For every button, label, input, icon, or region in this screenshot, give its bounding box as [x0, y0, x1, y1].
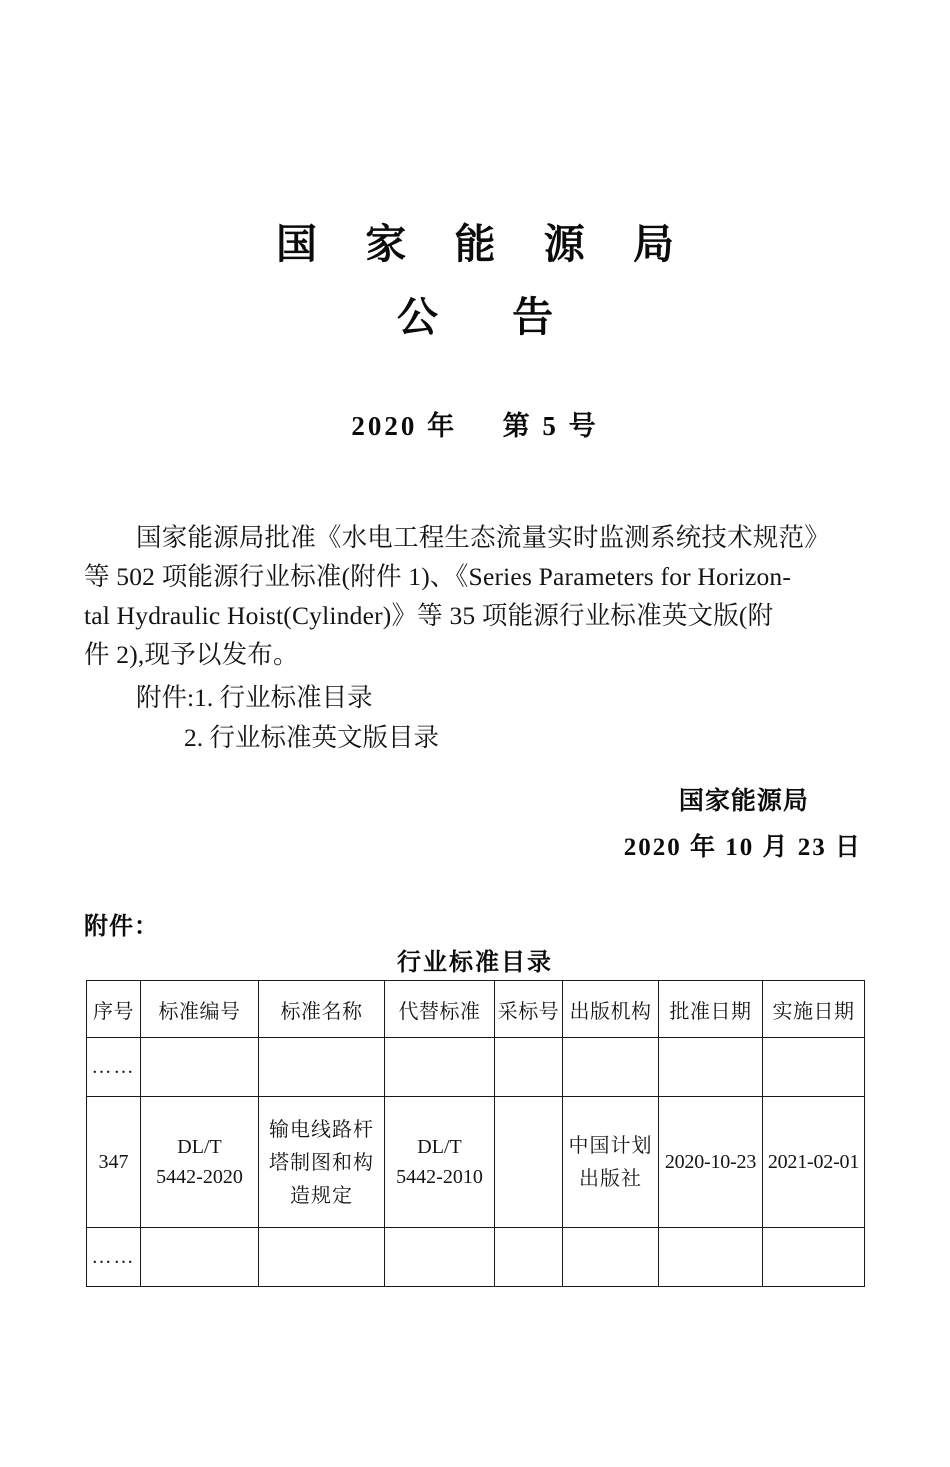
- cell-adopt-number: [495, 1228, 563, 1287]
- cell-implement-date: [763, 1228, 865, 1287]
- cell-adopt-number: [495, 1038, 563, 1097]
- signature-date: 2020 年 10 月 23 日: [623, 834, 862, 861]
- cell-replaced-std: [385, 1097, 495, 1228]
- cell-std-number: [141, 1038, 259, 1097]
- table-row: [87, 1228, 865, 1287]
- column-header-std-number: 标准编号: [141, 981, 259, 1038]
- column-header-seq: 序号: [87, 981, 141, 1038]
- cell-replaced-std: [385, 1228, 495, 1287]
- cell-text-lines: [565, 1129, 656, 1195]
- column-header-adopt-number: 采标号: [495, 981, 563, 1038]
- column-header-implement-date: 实施日期: [763, 981, 865, 1038]
- attachment-list-item: 2. 行业标准英文版目录: [184, 723, 440, 752]
- paragraph-line: 件 2),现予以发布。: [84, 640, 299, 669]
- cell-line: 中国计划: [568, 1133, 653, 1157]
- cell-line: 造规定: [290, 1182, 353, 1207]
- cell-std-name: [259, 1038, 385, 1097]
- cell-line: 塔制图和构: [269, 1149, 374, 1174]
- cell-line: DL/T: [177, 1136, 222, 1158]
- table-title: 行业标准目录: [397, 948, 553, 976]
- cell-publisher: [563, 1097, 659, 1228]
- cell-replaced-std: [385, 1038, 495, 1097]
- cell-approval-date: [659, 1228, 763, 1287]
- attachment-list-item: 附件:1. 行业标准目录: [136, 683, 373, 712]
- cell-line: 5442-2020: [156, 1166, 243, 1188]
- cell-std-name: [259, 1228, 385, 1287]
- cell-implement-date: 2021-02-01: [763, 1097, 865, 1228]
- document-kind-title: 公 告: [396, 293, 584, 342]
- body-block: [84, 518, 868, 758]
- announcement-paragraph: [84, 518, 868, 674]
- cell-approval-date: 2020-10-23: [659, 1097, 763, 1228]
- column-header-replaced-std: 代替标准: [385, 981, 495, 1038]
- cell-std-number: [141, 1097, 259, 1228]
- cell-implement-date: [763, 1038, 865, 1097]
- cell-line: 5442-2010: [396, 1166, 483, 1188]
- masthead: [0, 222, 950, 340]
- column-header-approval-date: 批准日期: [659, 981, 763, 1038]
- paragraph-line: tal Hydraulic Hoist(Cylinder)》等 35 项能源行业标准英文版(附: [84, 601, 774, 630]
- cell-line: DL/T: [417, 1136, 462, 1158]
- table-row: [87, 1097, 865, 1228]
- cell-seq: ……: [87, 1038, 141, 1097]
- cell-seq: ……: [87, 1228, 141, 1287]
- cell-seq: 347: [87, 1097, 141, 1228]
- paragraph-line: 等 502 项能源行业标准(附件 1)、《Series Parameters for Horizon-: [84, 562, 792, 591]
- attachment-label: 附件：: [84, 912, 159, 940]
- issue-number: 第 5 号: [502, 411, 599, 441]
- cell-line: 出版社: [579, 1166, 642, 1190]
- signature-block: [624, 786, 864, 863]
- cell-publisher: [563, 1228, 659, 1287]
- table-header-row: [87, 981, 865, 1038]
- cell-text-lines: [261, 1113, 382, 1212]
- attachment-list: [84, 678, 868, 758]
- cell-std-name: [259, 1097, 385, 1228]
- column-header-publisher: 出版机构: [563, 981, 659, 1038]
- cell-approval-date: [659, 1038, 763, 1097]
- cell-std-number: [141, 1228, 259, 1287]
- signature-organization: 国家能源局: [678, 786, 809, 815]
- cell-adopt-number: [495, 1097, 563, 1228]
- issue-year: 2020 年: [351, 411, 458, 441]
- issue-line: [0, 404, 950, 443]
- cell-publisher: [563, 1038, 659, 1097]
- paragraph-line: 国家能源局批准《水电工程生态流量实时监测系统技术规范》: [136, 523, 830, 552]
- column-header-std-name: 标准名称: [259, 981, 385, 1038]
- cell-line: 输电线路杆: [269, 1116, 374, 1141]
- table-row: [87, 1038, 865, 1097]
- page-title: 国 家 能 源 局: [275, 220, 692, 268]
- standards-table: [86, 980, 865, 1287]
- cell-text-lines: [143, 1132, 256, 1192]
- cell-text-lines: [387, 1132, 492, 1192]
